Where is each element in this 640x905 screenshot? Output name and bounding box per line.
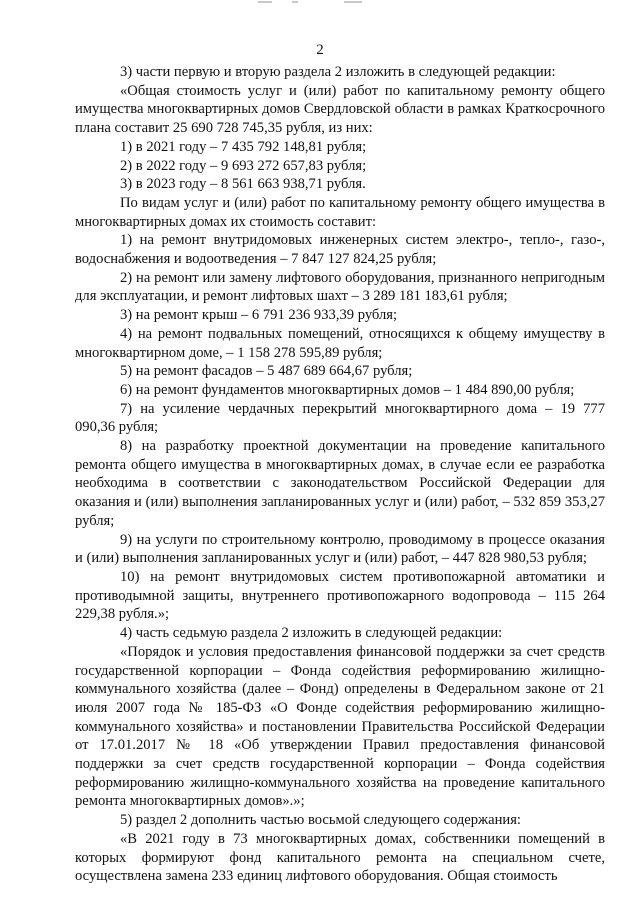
paragraph: 1) на ремонт внутридомовых инженерных систем электро-, тепло-, газо-, водоснабжения и водоотведения – 7 847 127 824,25 рубля; <box>75 232 605 268</box>
paragraph: 2) на ремонт или замену лифтового оборудования, признанного непригодным для эксплуатации, и ремонт лифтовых шахт – 3 289 181 183,61 рубля; <box>75 269 605 305</box>
paragraph: 8) на разработку проектной документации на проведение капитального ремонта общего имущества в многоквартирных домах, в случае если ее разработка необходима в соответствии с законодательством Российской Федерации для оказания и (или) выполнения запланированных услуг и (или) работ, – 532 859 353,27 рубля; <box>75 438 605 529</box>
paragraph: 4) на ремонт подвальных помещений, относящихся к общему имуществу в многоквартирном доме, – 1 158 278 595,89 рубля; <box>75 325 605 361</box>
paragraph: «Порядок и условия предоставления финансовой поддержки за счет средств государственной корпорации – Фонда содействия реформированию жилищно-коммунального хозяйства (далее – Фонд) определены в Федеральном законе от 21 июля 2007 года № 185-ФЗ «О Фонде содействия реформированию жилищно-коммунального хозяйства» и постановлении Правительства Российской Федерации от 17.01.2017 № 18 «Об утверждении Правил предоставления финансовой поддержки за счет средств государственной корпорации – Фонда содействия реформированию жилищно-коммунального хозяйства на проведение капитального ремонта многоквартирных домов».»; <box>75 643 605 810</box>
paragraph: 4) часть седьмую раздела 2 изложить в следующей редакции: <box>120 625 503 642</box>
paragraph: 2) в 2022 году – 9 693 272 657,83 рубля; <box>120 157 367 174</box>
paragraph: 5) на ремонт фасадов – 5 487 689 664,67 рубля; <box>120 363 413 380</box>
page-number: 2 <box>316 42 324 58</box>
paragraph: По видам услуг и (или) работ по капитальному ремонту общего имущества в многоквартирных домах их стоимость составит: <box>75 194 605 230</box>
paragraph: 3) части первую и вторую раздела 2 изложить в следующей редакции: <box>120 64 556 80</box>
document-body <box>75 63 605 886</box>
paragraph: 10) на ремонт внутридомовых систем противопожарной автоматики и противодымной защиты, внутреннего противопожарного водопровода – 115 264 229,38 рубля.»; <box>75 568 605 623</box>
scan-artifact-marks <box>258 0 368 6</box>
paragraph: «В 2021 году в 73 многоквартирных домах, собственники помещений в которых формируют фонд капитального ремонта на специальном счете, осуществлена замена 233 единиц лифтового оборудования. Общая стоимость <box>75 830 605 885</box>
paragraph: 3) на ремонт крыш – 6 791 236 933,39 рубля; <box>120 307 398 324</box>
paragraph: «Общая стоимость услуг и (или) работ по капитальному ремонту общего имущества многоквартирных домов Свердловской области в рамках Краткосрочного плана составит 25 690 728 745,35 рубля, из них: <box>75 82 605 137</box>
paragraph: 1) в 2021 году – 7 435 792 148,81 рубля; <box>120 138 367 155</box>
paragraph: 5) раздел 2 дополнить частью восьмой следующего содержания: <box>120 812 521 829</box>
paragraph: 3) в 2023 году – 8 561 663 938,71 рубля. <box>120 176 366 193</box>
paragraph: 6) на ремонт фундаментов многоквартирных домов – 1 484 890,00 рубля; <box>120 381 575 398</box>
paragraph: 7) на усиление чердачных перекрытий многоквартирного дома – 19 777 090,36 рубля; <box>75 400 605 436</box>
paragraph: 9) на услуги по строительному контролю, проводимому в процессе оказания и (или) выполнения запланированных услуг и (или) работ, – 447 828 980,53 рубля; <box>75 531 605 567</box>
